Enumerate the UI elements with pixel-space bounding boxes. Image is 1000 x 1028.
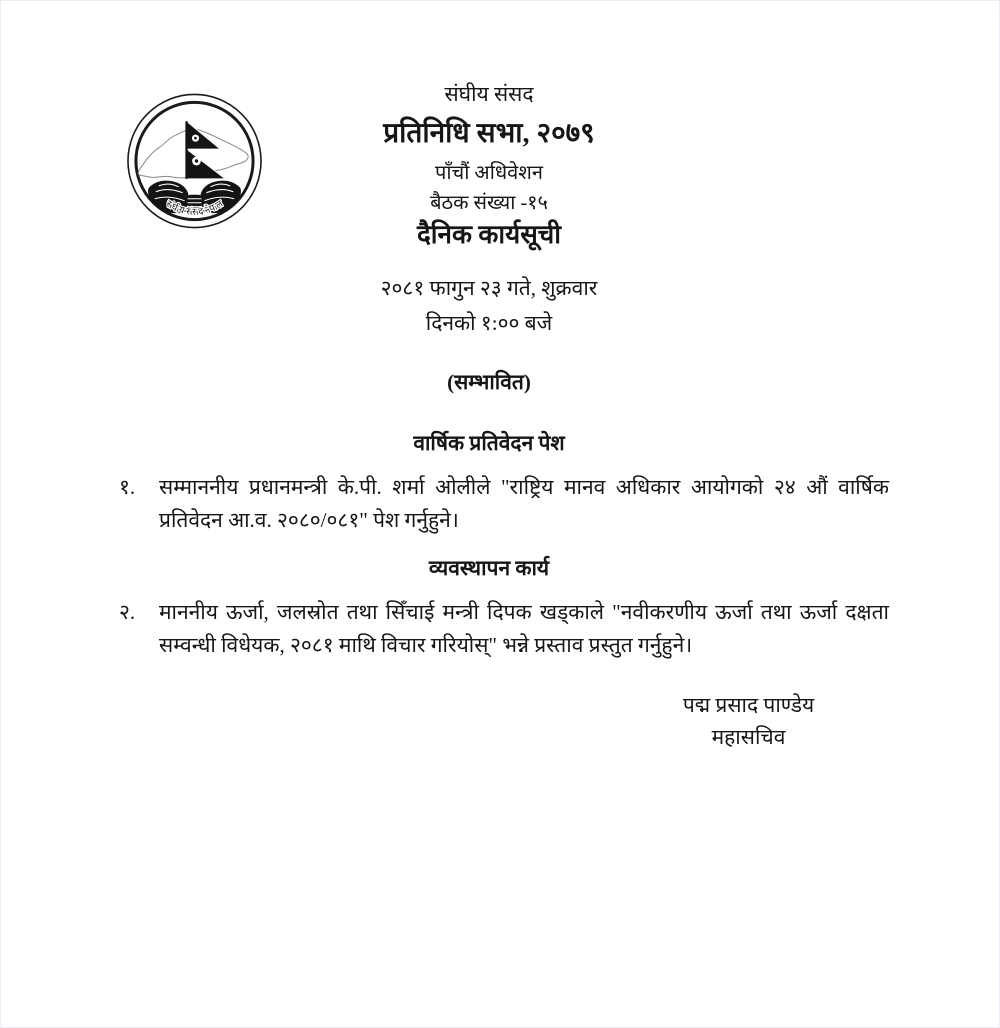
item-text: माननीय ऊर्जा, जलस्रोत तथा सिँचाई मन्त्री दिपक खड्काले "नवीकरणीय ऊर्जा तथा ऊर्जा दक्षता सम्वन्धी विधेयक, २०८१ माथि विचार गरियोस्" भन्ने प्रस्ताव प्रस्तुत गर्नुहुने। [159, 600, 889, 657]
signature-block [641, 689, 856, 753]
tentative-label: (सम्भावित) [447, 370, 531, 394]
signatory-title: महासचिव [711, 725, 786, 749]
section-heading-annual-report: वार्षिक प्रतिवेदन पेश [413, 431, 565, 455]
meeting-number: बैठक संख्या -१५ [430, 192, 548, 214]
agenda-item [119, 596, 889, 662]
document-title: दैनिक कार्यसूची [416, 220, 562, 249]
org-name: संघीय संसद [444, 82, 534, 106]
section-heading-legislative-business: व्यवस्थापन कार्य [428, 556, 550, 580]
assembly-title: प्रतिनिधि सभा, २०७९ [383, 118, 595, 149]
item-number: २. [119, 600, 136, 624]
agenda-item [119, 471, 889, 537]
meeting-date: २०८१ फागुन २३ गते, शुक्रवार [380, 276, 598, 300]
meeting-time: दिनको १:०० बजे [425, 311, 553, 335]
item-text: सम्माननीय प्रधानमन्त्री के.पी. शर्मा ओलीले "राष्ट्रिय मानव अधिकार आयोगको २४ औं वार्षिक प्रतिवेदन आ.व. २०८०/०८१" पेश गर्नुहुने। [159, 475, 889, 532]
item-number: १. [119, 475, 136, 499]
seal-caption: संघीय संसद नेपाल [163, 199, 226, 218]
signatory-name: पद्म प्रसाद पाण्डेय [682, 693, 815, 717]
session-line: पाँचौं अधिवेशन [435, 162, 543, 184]
